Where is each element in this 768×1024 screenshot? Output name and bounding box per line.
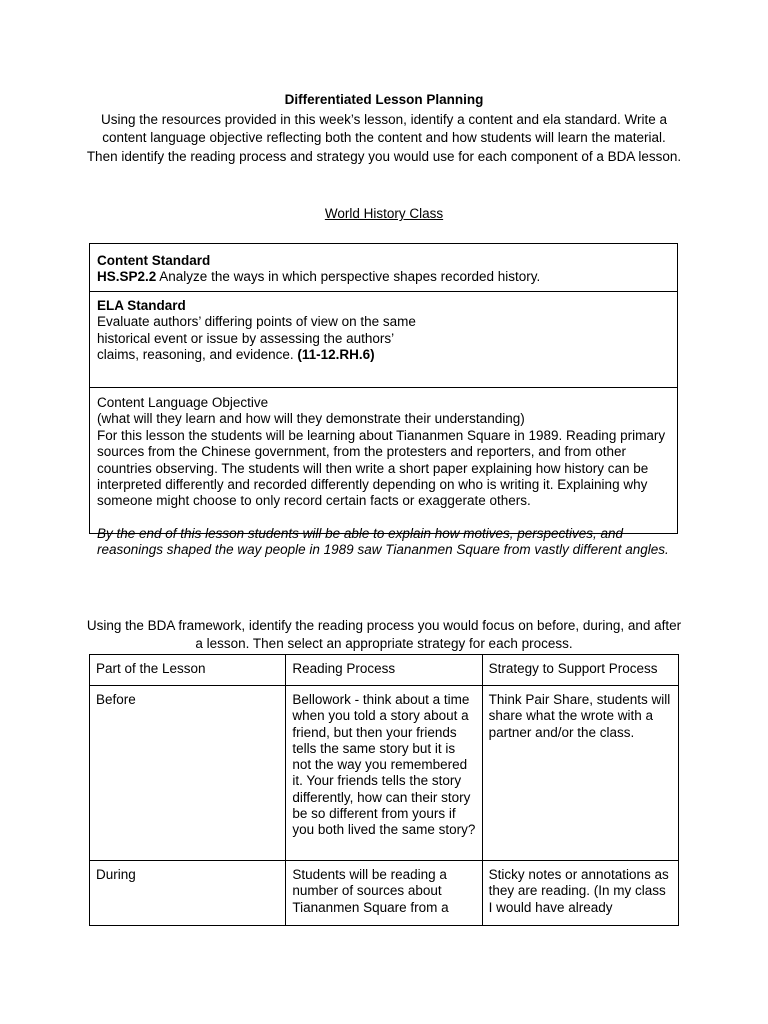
- bda-table: [89, 654, 679, 926]
- spacer: [97, 510, 670, 526]
- column-header: Reading Process: [286, 655, 482, 686]
- clo-body: For this lesson the students will be learning about Tiananmen Square in 1989. Reading primary sources from the Chinese government, from the protesters and reporters, and from other countries observing. The students will then write a short paper explaining how history can be interpreted differently and recorded differently depending on who is writing it. Explaining why someone might choose to only record certain facts or exaggerate others.: [97, 427, 666, 509]
- clo-objective: By the end of this lesson students will be able to explain how motives, perspectives, and reasonings shaped the way people in 1989 saw Tiananmen Square from vastly different angles.: [97, 525, 669, 558]
- intro-paragraph: Using the resources provided in this week’s lesson, identify a content and ela standard. Write a content language objective reflecting both the content and how students will learn the material. Then identify the reading process and strategy you would use for each component of a BDA lesson.: [86, 112, 682, 164]
- ela-standard-line-text: claims, reasoning, and evidence.: [97, 347, 298, 363]
- ela-standard-line: [97, 347, 670, 363]
- standards-box: [89, 243, 678, 558]
- clo-subtitle: (what will they learn and how will they demonstrate their understanding): [97, 411, 525, 427]
- content-standard-row: [90, 244, 677, 292]
- table-row: [90, 861, 679, 926]
- lesson-part-cell: During: [90, 861, 286, 926]
- table-header-row: [90, 655, 679, 686]
- page-title: Differentiated Lesson Planning: [284, 92, 484, 107]
- reading-process-cell: Bellowork - think about a time when you told a story about a friend, but then your friends tells the same story but it is not the way you remembered it. Your friends tells the story differently, how can their story be so different from yours if you both lived the same story?: [286, 686, 482, 861]
- bda-intro: Using the BDA framework, identify the reading process you would focus on before, during, and after a lesson. Then select an appropriate strategy for each process.: [86, 618, 682, 652]
- ela-standard-line: historical event or issue by assessing the authors’: [97, 330, 395, 346]
- content-standard-text: [97, 269, 670, 285]
- content-standard-code: HS.SP2.2: [97, 269, 157, 285]
- lesson-part-cell: Before: [90, 686, 286, 861]
- ela-standard-row: [90, 292, 677, 388]
- ela-standard-code: (11-12.RH.6): [297, 347, 375, 363]
- reading-process-cell: Students will be reading a number of sources about Tiananmen Square from a: [286, 861, 482, 926]
- strategy-cell: Sticky notes or annotations as they are reading. (In my class I would have already: [482, 861, 678, 926]
- column-header: Part of the Lesson: [90, 655, 286, 686]
- strategy-cell: Think Pair Share, students will share what the wrote with a partner and/or the class.: [482, 686, 678, 861]
- content-language-objective-row: [90, 388, 677, 559]
- ela-standard-label: ELA Standard: [97, 298, 186, 313]
- clo-label: Content Language Objective: [97, 395, 269, 410]
- content-standard-label: Content Standard: [97, 253, 211, 268]
- column-header: Strategy to Support Process: [482, 655, 678, 686]
- ela-standard-line: Evaluate authors’ differing points of view on the same: [97, 314, 416, 330]
- class-name: World History Class: [324, 206, 444, 221]
- content-standard-desc: Analyze the ways in which perspective shapes recorded history.: [156, 269, 541, 285]
- table-row: [90, 686, 679, 861]
